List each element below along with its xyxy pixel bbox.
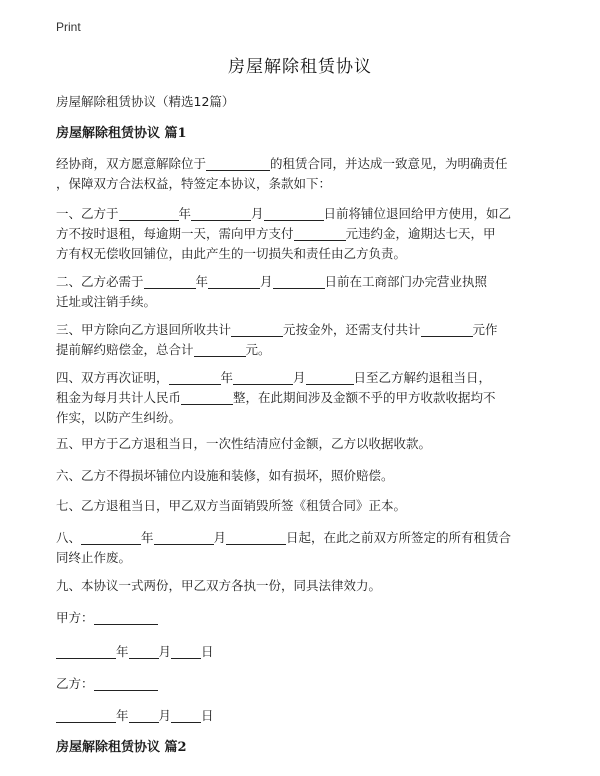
text: 四、双方再次证明， (56, 370, 169, 385)
clause-1 (56, 204, 556, 264)
text: 的租赁合同，并达成一致意见，为明确责任 (270, 156, 508, 171)
text: 月 (251, 206, 264, 221)
text: 月 (158, 708, 172, 723)
text: 日前将铺位退回给甲方使用，如乙 (323, 206, 512, 221)
text: 整，在此期间涉及金额不乎的甲方收款收据均不 (233, 390, 496, 405)
text: 月 (293, 370, 306, 385)
clause-8 (56, 528, 556, 568)
text: 日前在工商部门办完营业执照 (324, 274, 488, 289)
text: 日起，在此之前双方所签定的所有租赁合 (286, 530, 512, 545)
text: 经协商，双方愿意解除位于 (56, 156, 207, 171)
party-a-date (56, 642, 556, 662)
text: 方不按时退租，每逾期一天，需向甲方支付 (56, 226, 294, 241)
text: 元。 (245, 342, 271, 357)
clause-7: 七、乙方退租当日，甲乙双方当面销毁所签《租赁合同》正本。 (56, 498, 407, 513)
blank-field (264, 206, 324, 221)
blank-field (421, 322, 473, 337)
text: 月 (158, 644, 172, 659)
document-title: 房屋解除租赁协议 (228, 57, 372, 77)
party-b-label: 乙方： (56, 676, 94, 691)
blank-field (144, 274, 196, 289)
text: 年 (141, 530, 154, 545)
text: 元按金外，还需支付共计 (283, 322, 421, 337)
blank-field (191, 206, 251, 221)
blank-field (231, 322, 283, 337)
text: 年 (220, 370, 234, 385)
clause-2 (56, 272, 556, 312)
blank-field (154, 530, 214, 545)
section-heading-2: 房屋解除租赁协议 篇2 (56, 740, 187, 755)
blank-field (129, 644, 159, 659)
text: 日 (201, 708, 214, 723)
blank-field (94, 610, 158, 625)
clause-9: 九、本协议一式两份，甲乙双方各执一份，同具法律效力。 (56, 578, 382, 593)
blank-field (226, 530, 286, 545)
blank-field (171, 708, 201, 723)
text: 作实，以防产生纠纷。 (56, 410, 182, 425)
text: 日至乙方解约退租当日， (353, 370, 492, 385)
blank-field (169, 370, 221, 385)
blank-field (129, 708, 159, 723)
blank-field (171, 644, 201, 659)
intro-paragraph (56, 154, 556, 194)
party-a-signature (56, 608, 556, 628)
clause-6: 六、乙方不得损坏铺位内设施和装修，如有损坏，照价赔偿。 (56, 468, 394, 483)
blank-field (56, 644, 116, 659)
blank-field (206, 156, 270, 171)
text: 八、 (56, 530, 82, 545)
text: 迁址或注销手续。 (56, 294, 157, 309)
text: 方有权无偿收回铺位，由此产生的一切损失和责任由乙方负责。 (56, 246, 407, 261)
party-b-date (56, 706, 556, 726)
text: 月 (260, 274, 273, 289)
blank-field (56, 708, 116, 723)
blank-field (194, 342, 246, 357)
text: 提前解约赔偿金，总合计 (56, 342, 194, 357)
clause-3 (56, 320, 556, 360)
text: 日 (201, 644, 214, 659)
blank-field (81, 530, 141, 545)
text: 月 (213, 530, 227, 545)
blank-field (294, 226, 346, 241)
blank-field (94, 676, 158, 691)
section-heading-1: 房屋解除租赁协议 篇1 (56, 126, 187, 141)
text: ，保障双方合法权益，特签定本协议，条款如下： (56, 176, 332, 191)
text: 年 (195, 274, 209, 289)
blank-field (273, 274, 325, 289)
text: 租金为每月共计人民币 (56, 390, 182, 405)
text: 二、乙方必需于 (56, 274, 144, 289)
blank-field (181, 390, 233, 405)
clause-4 (56, 368, 556, 428)
document-subtitle: 房屋解除租赁协议（精选12篇） (56, 94, 235, 109)
text: 三、甲方除向乙方退回所收共计 (56, 322, 232, 337)
text: 同终止作废。 (56, 550, 132, 565)
text: 一、乙方于 (56, 206, 119, 221)
text: 元作 (472, 322, 498, 337)
blank-field (306, 370, 354, 385)
blank-field (119, 206, 179, 221)
party-b-signature (56, 674, 556, 694)
text: 年 (116, 644, 129, 659)
party-a-label: 甲方： (56, 610, 94, 625)
print-link[interactable]: Print (56, 20, 81, 34)
text: 年 (116, 708, 129, 723)
text: 年 (178, 206, 192, 221)
blank-field (208, 274, 260, 289)
blank-field (233, 370, 293, 385)
clause-5: 五、甲方于乙方退租当日，一次性结清应付金额，乙方以收据收款。 (56, 436, 432, 451)
text: 元违约金，逾期达七天，甲 (345, 226, 496, 241)
